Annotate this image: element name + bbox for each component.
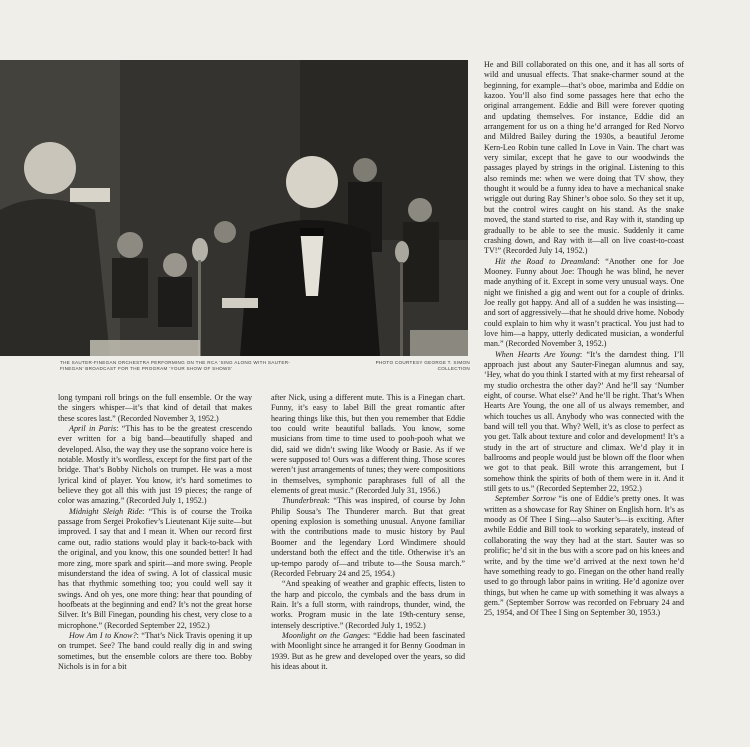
track-notes: : “That’s Nick Travis opening it up on trumpet. See? The band could really dig in and swing sometimes, but the ensemble colors are there too. Bobby Nichols is in for a bit [58, 630, 252, 671]
text-column-middle [271, 393, 465, 672]
paragraph [58, 507, 252, 631]
paragraph [58, 631, 252, 672]
track-notes: : “This has to be the greatest crescendo ever written for a big band—beautifully shaped and developed. Also, the way they use the soprano voice here is notable. Mostly it’s wordless, except for the first part of the bridge. That’s Bobby Nichols on trumpet. He was a most lyrical kind of player. You know, it’s hard sometimes to believe they got all this with just 19 pieces; the range of color was amazing.” (Recorded July 1, 1952.) [58, 424, 253, 506]
track-notes: : “Eddie had been fascinated with Moonlight since he arranged it for Benny Goodman in 1939. But as he grew and developed over the years, so did his ideas about it. [271, 630, 465, 671]
track-notes: : “It’s the darndest thing. I’ll approach just about any Sauter-Finegan alumnus and say, ‘Hey, what do you think I started with at my first rehearsal of my studio orchestra the other day?’ And he’ll say ‘Number eight, of course. What else?’ And he’ll be right. That’s When Hearts Are Young, the one all of us always remember, and which touches us all. Anybody who was connected with the band will tell you that. Why? Well, it’s as close to perfect as you get. Talk about texture and color and development! It’s a study in the art of structure and climax. We’d play it in ballrooms and people would just be blown off the floor when we got to that peak. Bill wrote this arrangement, but I somehow think the spirits of both of them were in it. And it still gets to us.” (Recorded September 22, 1952.) [484, 349, 684, 494]
track-notes: : “This was inspired, of course by John Philip Sousa’s The Thunderer march. But that great opening explosion is something unusual. Anyone familiar with the contributions made to music history by Paul Boomer and the legendary Lord Windimere should understand both the effect and the title. Otherwise it’s an up-tempo parody of—and tribute to—the Sousa march.” (Recorded February 24 and 25, 1954.) [271, 496, 465, 578]
paragraph [484, 257, 684, 350]
band-photo-image [0, 60, 468, 356]
paragraph: He and Bill collaborated on this one, and it has all sorts of wild and unusual effects. That snake-charmer sound at the beginning, for example—that’s oboe, marimba and Eddie on kazoo. You’ll also find some passages here that echo the original arrangement. Eddie and Bill were forever quoting and updating themselves. For instance, Eddie did an arrangement for us on a thing he’d arranged for Red Norvo and Mildred Bailey during the 1930s, a beautiful Jerome Kern-Leo Robin tune called In Love in Vain. The chart was very similar, except that he gave to our woodwinds the passages played by strings in the original. Listening to this also reminds me: when we were doing that TV show, they thought it would be a funny idea to have a mechanical snake wriggle out during Ray Shiner’s oboe solo. So they set it up, but the control wires caught on his stand. As the snake moved, the stand started to rise, and Ray with it, standing up gradually to be able to see the music. Suddenly it came crashing down, and Ray with it—all on live coast-to-coast TV!” (Recorded July 14, 1952.) [484, 60, 684, 256]
track-title: Midnight Sleigh Ride [69, 506, 143, 516]
photo-credit: PHOTO COURTESY GEORGE T. SIMON COLLECTION [375, 360, 470, 371]
paragraph [271, 631, 465, 672]
track-title: When Hearts Are Young [495, 349, 580, 359]
track-title: How Am I to Know? [69, 630, 137, 640]
paragraph: after Nick, using a different mute. This is a Finegan chart. Funny, it’s easy to label Bill the great romantic after hearing things like this, but then you remember that Eddie too could write beautiful ballads. You know, some musicians from time to time used to pooh-pooh what we did, said we didn’t swing like Woody or Basie. As if we were supposed to! Ours was a different thing. Those scores weren’t just arrangements of tunes; they were compositions in themselves, symphonic paraphrases full of all the elements of great music.” (Recorded July 31, 1956.) [271, 393, 465, 496]
track-title: April in Paris [69, 424, 117, 434]
paragraph: long tympani roll brings on the full ensemble. Or the way the singers whisper—it’s that kind of detail that makes these scores last.” (Recorded November 3, 1952.) [58, 393, 252, 423]
paragraph: “And speaking of weather and graphic effects, listen to the harp and piccolo, the cymbals and the bass drum in Rain. It’s a full storm, with raindrops, thunder, wind, the works. Program music in the late 19th-century sense, intensely descriptive.” (Recorded July 1, 1952.) [271, 579, 465, 630]
track-title: Moonlight on the Ganges [282, 630, 368, 640]
text-column-left [58, 393, 252, 672]
paragraph [271, 496, 465, 579]
track-title: September Sorrow [495, 494, 556, 504]
track-notes: : “Another one for Joe Mooney. Funny about Joe: Though he was blind, he never made anything of it. Except in some very unusual ways. One night we finished a gig and went out for a couple of drinks. Joe really got happy. And all of a sudden he was insisting—and sort of aggressively—that he should drive home. Nobody could explain to him why it wasn’t practical. You just had to love him—a happy, utterly dedicated musician, a wonderful man.” (Recorded November 3, 1952.) [484, 256, 684, 349]
paragraph [484, 494, 684, 618]
text-column-right [484, 60, 684, 619]
track-title: Thunderbreak [282, 496, 328, 506]
track-notes: : “This is of course the Troika passage from Sergei Prokofiev’s Lieutenant Kije suite—but improved. I say that and I mean it. When our record first came out, radio stations would play it back-to-back with the original, and you know, this one sounded better! It had more zing, more spark and spirit—and more swing. People misunderstand the idea of swing. A lot of classical music has that rhythmic something too; you could well say it swings. And oh yes, one more thing: hear that pounding of hoofbeats at the beginning and end? It’s not the great horse Silver. It’s Bill Finegan, pounding his chest, very close to a microphone.” (Recorded September 22, 1952.) [58, 506, 252, 630]
band-photo [0, 60, 468, 356]
track-title: Hit the Road to Dreamland [495, 256, 598, 266]
paragraph [58, 424, 252, 507]
photo-caption: THE SAUTER-FINEGAN ORCHESTRA PERFORMING ON THE RCA ‘SING ALONG WITH SAUTER-FINEGAN’ BROADCAST FOR THE PROGRAM ‘YOUR SHOW OF SHOWS’ [60, 360, 291, 371]
track-notes: “is one of Eddie’s pretty ones. It was written as a showcase for Ray Shiner on English horn. It’s as moody as Of Thee I Sing—also Sauter’s—is exciting. After awhile Eddie and Bill took to working separately, instead of collaborating the way they had at the start. Sauter was so prolific; he’d sit in the bus with a score pad on his knees and write, and by the time we’d arrived at the next town he’d have something ready to go. Finegan on the other hand really used to go through labor pains in writing. He’d agonize over things, but when he came up with something it was always a gem.” (September Sorrow was recorded on February 24 and 25, 1954, and Of Thee I Sing on September 30, 1953.) [484, 494, 684, 618]
paragraph [484, 350, 684, 495]
